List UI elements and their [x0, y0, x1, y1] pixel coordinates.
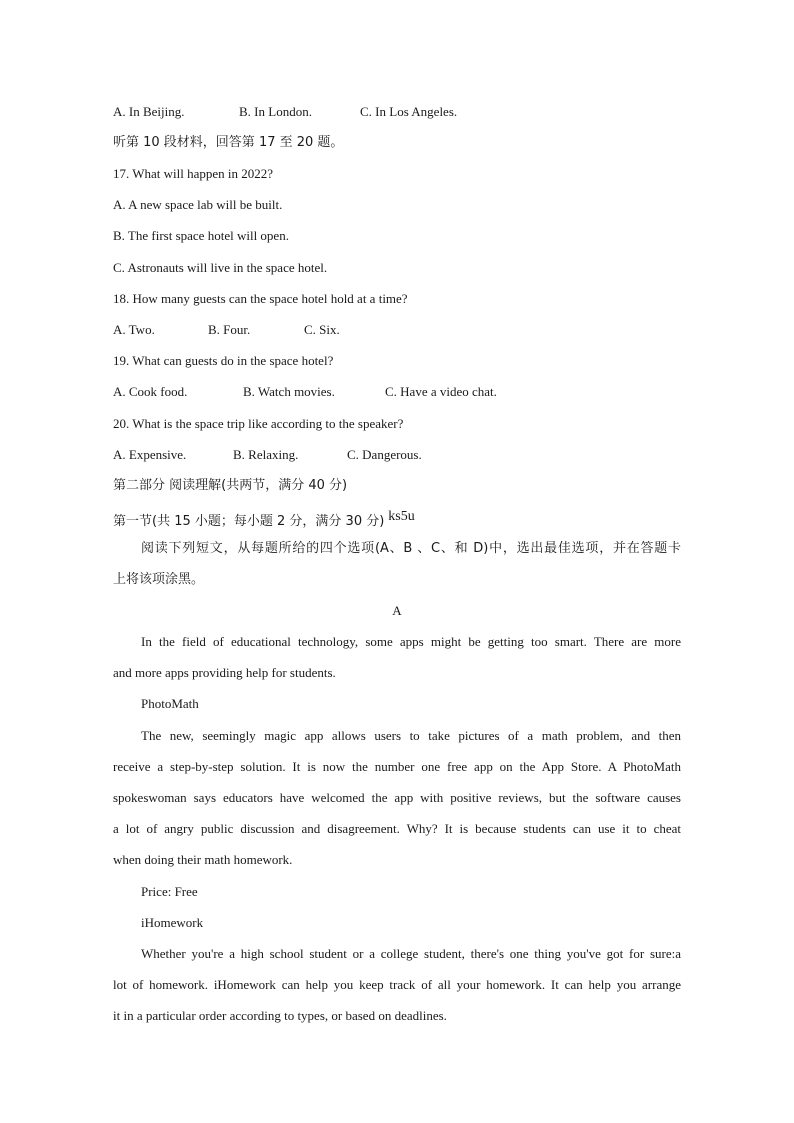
app-name-ihomework: iHomework — [141, 915, 204, 930]
question-20-stem: 20. What is the space trip like according to the speaker? — [113, 416, 404, 431]
option-c: C. Dangerous. — [347, 447, 422, 462]
question-18-options — [113, 322, 340, 338]
option-a: A. Expensive. — [113, 447, 187, 462]
option-a: A. Cook food. — [113, 384, 188, 399]
photomath-line-5: when doing their math homework. — [113, 852, 293, 867]
option-c: C. Six. — [304, 322, 340, 337]
section-title-row — [113, 509, 415, 530]
option-c: C. In Los Angeles. — [360, 104, 458, 119]
question-19-stem: 19. What can guests do in the space hotel? — [113, 353, 334, 368]
option-a: A. Two. — [113, 322, 155, 337]
photomath-line-4: a lot of angry public discussion and disagreement. Why? It is because students can use it to cheat — [113, 821, 681, 836]
intro-line-1: In the field of educational technology, some apps might be getting too smart. There are more — [141, 634, 681, 649]
instructions-line-2: 上将该项涂黑。 — [113, 572, 205, 587]
question-20-options — [113, 447, 422, 463]
question-17-stem: 17. What will happen in 2022? — [113, 166, 274, 181]
option-b: B. Four. — [208, 322, 251, 337]
option-b: B. Watch movies. — [243, 384, 335, 399]
question-17-option-a: A. A new space lab will be built. — [113, 197, 283, 212]
passage-label: A — [392, 603, 402, 618]
intro-line-2: and more apps providing help for students. — [113, 665, 336, 680]
part-title: 第二部分 阅读理解(共两节，满分 40 分) — [113, 478, 348, 493]
q16-options — [113, 104, 457, 120]
watermark-text: ks5u — [388, 509, 415, 524]
photomath-line-1: The new, seemingly magic app allows users to take pictures of a math problem, and then — [141, 728, 681, 743]
option-b: B. Relaxing. — [233, 447, 299, 462]
app-name-photomath: PhotoMath — [141, 696, 199, 711]
photomath-price: Price: Free — [141, 884, 198, 899]
ihomework-line-3: it in a particular order according to types, or based on deadlines. — [113, 1008, 447, 1023]
instructions-line-1: 阅读下列短文，从每题所给的四个选项(A、B 、C、和 D)中，选出最佳选项，并在答题卡 — [141, 541, 681, 556]
photomath-line-3: spokeswoman says educators have welcomed the app with positive reviews, but the software causes — [113, 790, 681, 805]
question-19-options — [113, 384, 497, 400]
photomath-line-2: receive a step-by-step solution. It is now the number one free app on the App Store. A PhotoMath — [113, 759, 681, 774]
option-c: C. Have a video chat. — [385, 384, 497, 399]
ihomework-line-1: Whether you're a high school student or a college student, there's one thing you've got for sure:a — [141, 946, 681, 961]
section-header: 听第 10 段材料，回答第 17 至 20 题。 — [113, 135, 344, 150]
option-a: A. In Beijing. — [113, 104, 185, 119]
question-17-option-b: B. The first space hotel will open. — [113, 228, 289, 243]
question-17-option-c: C. Astronauts will live in the space hotel. — [113, 260, 328, 275]
option-b: B. In London. — [239, 104, 312, 119]
section-title: 第一节(共 15 小题；每小题 2 分，满分 30 分) — [113, 514, 385, 529]
ihomework-line-2: lot of homework. iHomework can help you keep track of all your homework. It can help you arrange — [113, 977, 681, 992]
question-18-stem: 18. How many guests can the space hotel hold at a time? — [113, 291, 408, 306]
